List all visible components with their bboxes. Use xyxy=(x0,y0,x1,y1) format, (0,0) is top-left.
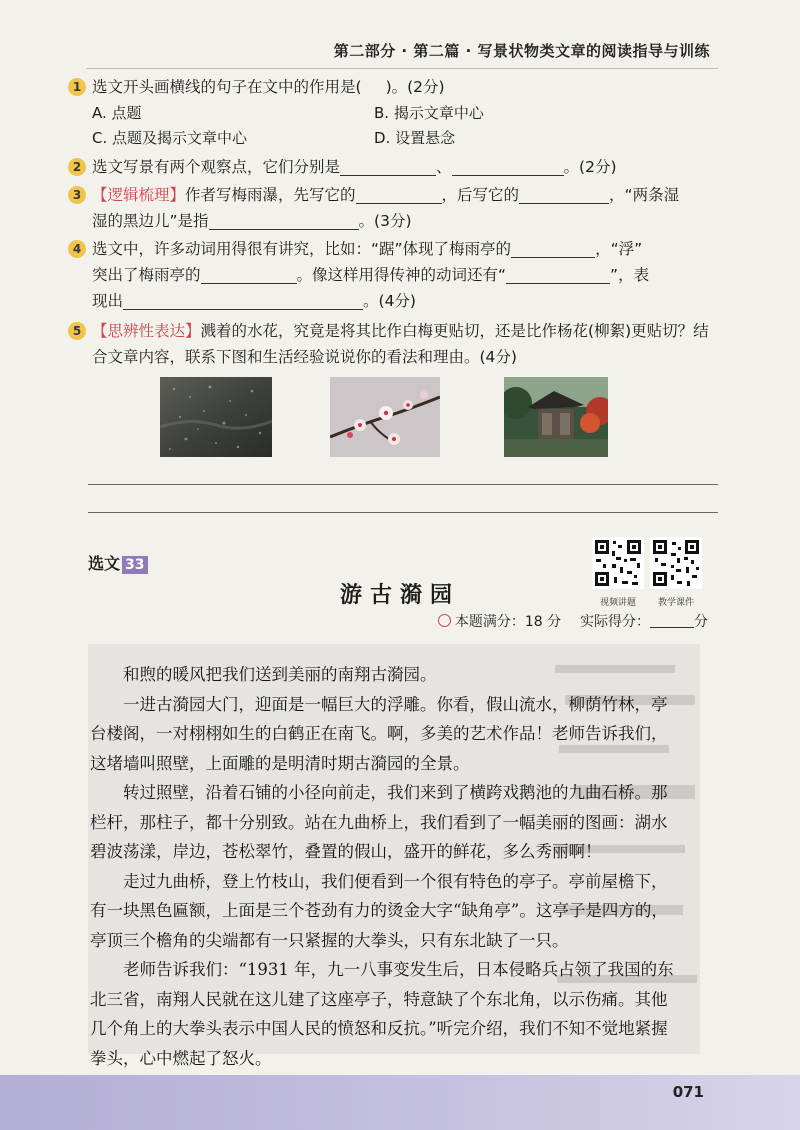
answer-blank[interactable] xyxy=(511,239,595,258)
option-b[interactable]: B. 揭示文章中心 xyxy=(374,104,484,122)
article-title: 游古漪园 xyxy=(339,582,460,608)
article-paragraph: 走过九曲桥，登上竹枝山，我们便看到一个很有特色的亭子。亭前屋檐下，有一块黑色匾额，上面是三个苍劲有力的烫金大字“缺角亭”。这亭子是四方的，亭顶三个檐角的尖端都有一只紧握的大拳头，只有东北缺了一只。 xyxy=(90,871,668,950)
score-line xyxy=(438,611,708,631)
article-paragraph: 转过照壁，沿着石铺的小径向前走，我们来到了横跨戏鹅池的九曲石桥。那栏杆，那柱子，都十分别致。站在九曲桥上，我们看到了一幅美丽的图画：湖水碧波荡漾，岸边，苍松翠竹，叠置的假山，盛开的鲜花，多么秀丽啊！ xyxy=(90,783,668,861)
answer-writing-line[interactable] xyxy=(88,512,718,513)
question-4 xyxy=(68,236,712,314)
selection-label-text: 选文 xyxy=(88,554,121,573)
qr-caption: 视频讲题 xyxy=(599,598,636,608)
question-1-text-b: )。(2分) xyxy=(385,78,445,96)
answer-blank[interactable] xyxy=(452,157,564,176)
rain-splash-photo xyxy=(160,377,272,457)
article-paragraph: 和煦的暖风把我们送到美丽的南翔古漪园。 xyxy=(123,665,437,684)
question-2-text-a: 选文写景有两个观察点，它们分别是 xyxy=(92,158,341,176)
question-number-badge: 1 xyxy=(68,78,86,96)
answer-blank[interactable] xyxy=(201,265,297,284)
option-a[interactable]: A. 点题 xyxy=(92,104,142,122)
question-4-line2-a: 突出了梅雨亭的 xyxy=(92,266,201,284)
question-3-text-b: ，后写它的 xyxy=(441,186,520,204)
score-blank[interactable] xyxy=(650,613,694,628)
pavilion-photo xyxy=(504,377,608,457)
plum-blossom-photo xyxy=(330,377,440,457)
question-3-line2-b: 。(3分) xyxy=(358,212,412,230)
question-4-line2-b: 。像这样用得传神的动词还有“ xyxy=(296,266,507,284)
question-number-badge: 5 xyxy=(68,322,86,340)
answer-blank[interactable] xyxy=(356,185,442,204)
question-5 xyxy=(68,318,712,370)
qr-caption: 教学课件 xyxy=(657,598,694,608)
question-5-line2-a: 合文章内容，联系下图和生活经验说说你的看法和理由。(4分) xyxy=(92,348,517,366)
question-1-text-a: 选文开头画横线的句子在文中的作用是( xyxy=(92,78,362,96)
qr-code-icon xyxy=(650,537,702,589)
article-paragraph: 一进古漪园大门，迎面是一幅巨大的浮雕。你看，假山流水，柳荫竹林，亭台楼阁，一对栩栩如生的白鹤正在南飞。啊，多美的艺术作品！老师告诉我们，这堵墙叫照壁，上面雕的是明清时期古漪园的全景。 xyxy=(90,694,668,773)
question-3-text-c: ，“两条湿 xyxy=(609,186,680,204)
qr-video[interactable] xyxy=(592,537,644,608)
answer-blank[interactable] xyxy=(340,157,436,176)
question-4-line3-b: 。(4分) xyxy=(363,292,416,310)
question-3-line2-a: 湿的黑边儿”是指 xyxy=(92,212,209,230)
question-3 xyxy=(68,182,712,234)
option-d[interactable]: D. 设置悬念 xyxy=(374,129,456,147)
question-2-text-b: 、 xyxy=(436,158,452,176)
answer-blank[interactable] xyxy=(519,185,609,204)
question-tag: 【思辨性表达】 xyxy=(92,322,201,340)
score-full: 本题满分：18 分 xyxy=(454,614,562,630)
question-4-line2-c: ”，表 xyxy=(610,266,650,284)
question-number-badge: 2 xyxy=(68,158,86,176)
qr-courseware[interactable] xyxy=(650,537,702,608)
question-4-text-a: 选文中，许多动词用得很有讲究，比如：“踞”体现了梅雨亭的 xyxy=(92,240,512,258)
question-4-line3-a: 现出 xyxy=(92,292,124,310)
answer-blank[interactable] xyxy=(123,291,363,310)
question-number-badge: 4 xyxy=(68,240,86,258)
answer-blank[interactable] xyxy=(209,211,359,230)
answer-blank[interactable] xyxy=(506,265,610,284)
question-3-text-a: 作者写梅雨瀑，先写它的 xyxy=(185,186,356,204)
question-number-badge: 3 xyxy=(68,186,86,204)
answer-writing-line[interactable] xyxy=(88,484,718,485)
selection-number-badge: 33 xyxy=(122,556,147,574)
header-rule xyxy=(86,68,718,69)
question-1 xyxy=(68,74,712,100)
qr-code-icon xyxy=(592,537,644,589)
question-1-options xyxy=(92,101,712,151)
article-paragraph: 老师告诉我们：“1931 年，九一八事变发生后，日本侵略兵占领了我国的东北三省，南翔人民就在这儿建了这座亭子，特意缺了个东北角，以示伤痛。其他几个角上的大拳头表示中国人民的愤怒和反抗。”听完介绍，我们不知不觉地紧握拳头，心中燃起了怒火。 xyxy=(90,960,674,1068)
question-tag: 【逻辑梳理】 xyxy=(92,186,186,204)
question-4-text-b: ，“浮” xyxy=(595,240,643,258)
score-actual-label: 实际得分： xyxy=(580,614,650,630)
page-number: 071 xyxy=(672,1083,704,1101)
score-unit: 分 xyxy=(694,614,708,630)
running-header: 第二部分 · 第二篇 · 写景状物类文章的阅读指导与训练 xyxy=(333,42,710,60)
question-2 xyxy=(68,154,712,180)
question-2-text-c: 。(2分) xyxy=(563,158,617,176)
article-body xyxy=(90,660,680,1073)
question-5-text-a: 溅着的水花，究竟是将其比作白梅更贴切，还是比作杨花(柳絮)更贴切？结 xyxy=(200,322,709,340)
clock-icon xyxy=(438,614,451,627)
option-c[interactable]: C. 点题及揭示文章中心 xyxy=(92,129,248,147)
selection-label xyxy=(88,551,148,574)
